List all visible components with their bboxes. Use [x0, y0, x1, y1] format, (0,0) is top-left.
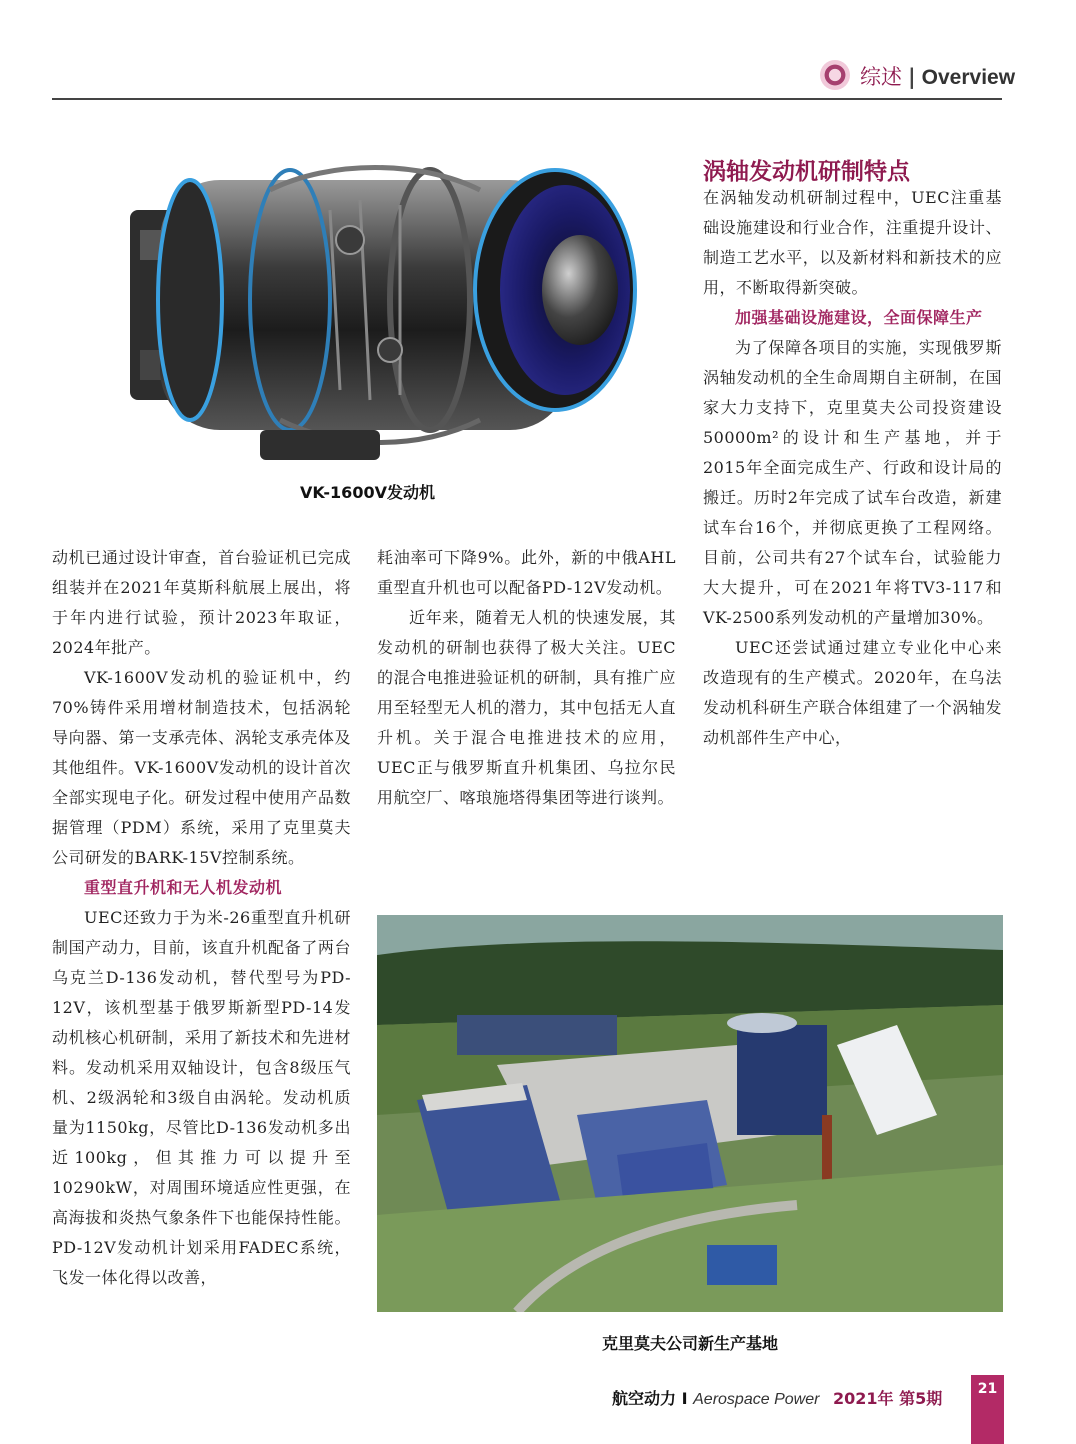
col1-paragraph-3: UEC还致力于为米-26重型直升机研制国产动力，目前，该直升机配备了两台乌克兰D-136发动机，替代型号为PD-12V，该机型基于俄罗斯新型PD-14发动机核心机研制，采用了新技术和先进材料。发动机采用双轴设计，包含8级压气机、2级涡轮和3级自由涡轮。发动机质量为1150kg，尽管比D-136发动机多出近100kg，但其推力可以提升至10290kW，对周围环境适应性更强，在高海拔和炎热气象条件下也能保持性能。PD-12V发动机计划采用FADEC系统，飞发一体化得以改善， — [52, 908, 351, 1287]
section-header — [860, 61, 1015, 91]
page-number: 21 — [971, 1375, 1004, 1444]
figure1-caption: VK-1600V发动机 — [300, 483, 435, 502]
col2-paragraph-2: 近年来，随着无人机的快速发展，其发动机的研制也获得了极大关注。UEC的混合电推进验证机的研制，具有推广应用至轻型无人机的潜力，其中包括无人直升机。关于混合电推进技术的应用，UEC正与俄罗斯直升机集团、乌拉尔民用航空厂、喀琅施塔得集团等进行谈判。 — [377, 608, 676, 807]
col3-paragraph-3: UEC还尝试通过建立专业化中心来改造现有的生产模式。2020年，在乌法发动机科研生产联合体组建了一个涡轴发动机部件生产中心， — [703, 638, 1002, 747]
column-2 — [377, 543, 676, 813]
col3-subheading: 加强基础设施建设，全面保障生产 — [735, 308, 983, 327]
col3-paragraph-1: 在涡轴发动机研制过程中，UEC注重基础设施建设和行业合作，注重提升设计、制造工艺水平，以及新材料和新技术的应用，不断取得新突破。 — [703, 188, 1002, 297]
factory-aerial-image — [377, 915, 1003, 1312]
section-title: 涡轴发动机研制特点 — [703, 159, 910, 185]
col1-paragraph-1: 动机已通过设计审查，首台验证机已完成组装并在2021年莫斯科航展上展出，将于年内进行试验，预计2023年取证，2024年批产。 — [52, 548, 351, 657]
footer-bar: I — [681, 1389, 688, 1408]
header-rule — [52, 98, 1002, 100]
column-3-top — [703, 183, 1002, 753]
journal-name-en: Aerospace Power — [693, 1391, 820, 1408]
section-name-en: Overview — [921, 66, 1016, 89]
figure2-caption: 克里莫夫公司新生产基地 — [601, 1334, 778, 1353]
col1-paragraph-2: VK-1600V发动机的验证机中，约70%铸件采用增材制造技术，包括涡轮导向器、第一支承壳体、涡轮支承壳体及其他组件。VK-1600V发动机的设计首次全部实现电子化。研发过程中使用产品数据管理（PDM）系统，采用了克里莫夫公司研发的BARK-15V控制系统。 — [52, 668, 351, 867]
journal-logo-icon — [820, 60, 850, 90]
column-1 — [52, 543, 351, 1293]
header-separator: | — [908, 65, 916, 89]
col1-subheading: 重型直升机和无人机发动机 — [84, 878, 283, 897]
journal-name-cn: 航空动力 — [612, 1389, 677, 1408]
section-name-cn: 综述 — [860, 65, 902, 89]
col2-paragraph-1: 耗油率可下降9%。此外，新的中俄AHL重型直升机也可以配备PD-12V发动机。 — [377, 548, 676, 597]
issue-label: 2021年 第5期 — [833, 1389, 943, 1408]
col3-paragraph-2: 为了保障各项目的实施，实现俄罗斯涡轴发动机的全生命周期自主研制，在国家大力支持下，克里莫夫公司投资建设50000m²的设计和生产基地，并于2015年全面完成生产、行政和设计局的搬迁。历时2年完成了试车台改造，新建试车台16个，并彻底更换了工程网络。目前，公司共有27个试车台，试验能力大大提升，可在2021年将TV3-117和VK-2500系列发动机的产量增加30%。 — [703, 338, 1002, 627]
engine-image — [100, 150, 645, 470]
footer — [612, 1386, 942, 1409]
